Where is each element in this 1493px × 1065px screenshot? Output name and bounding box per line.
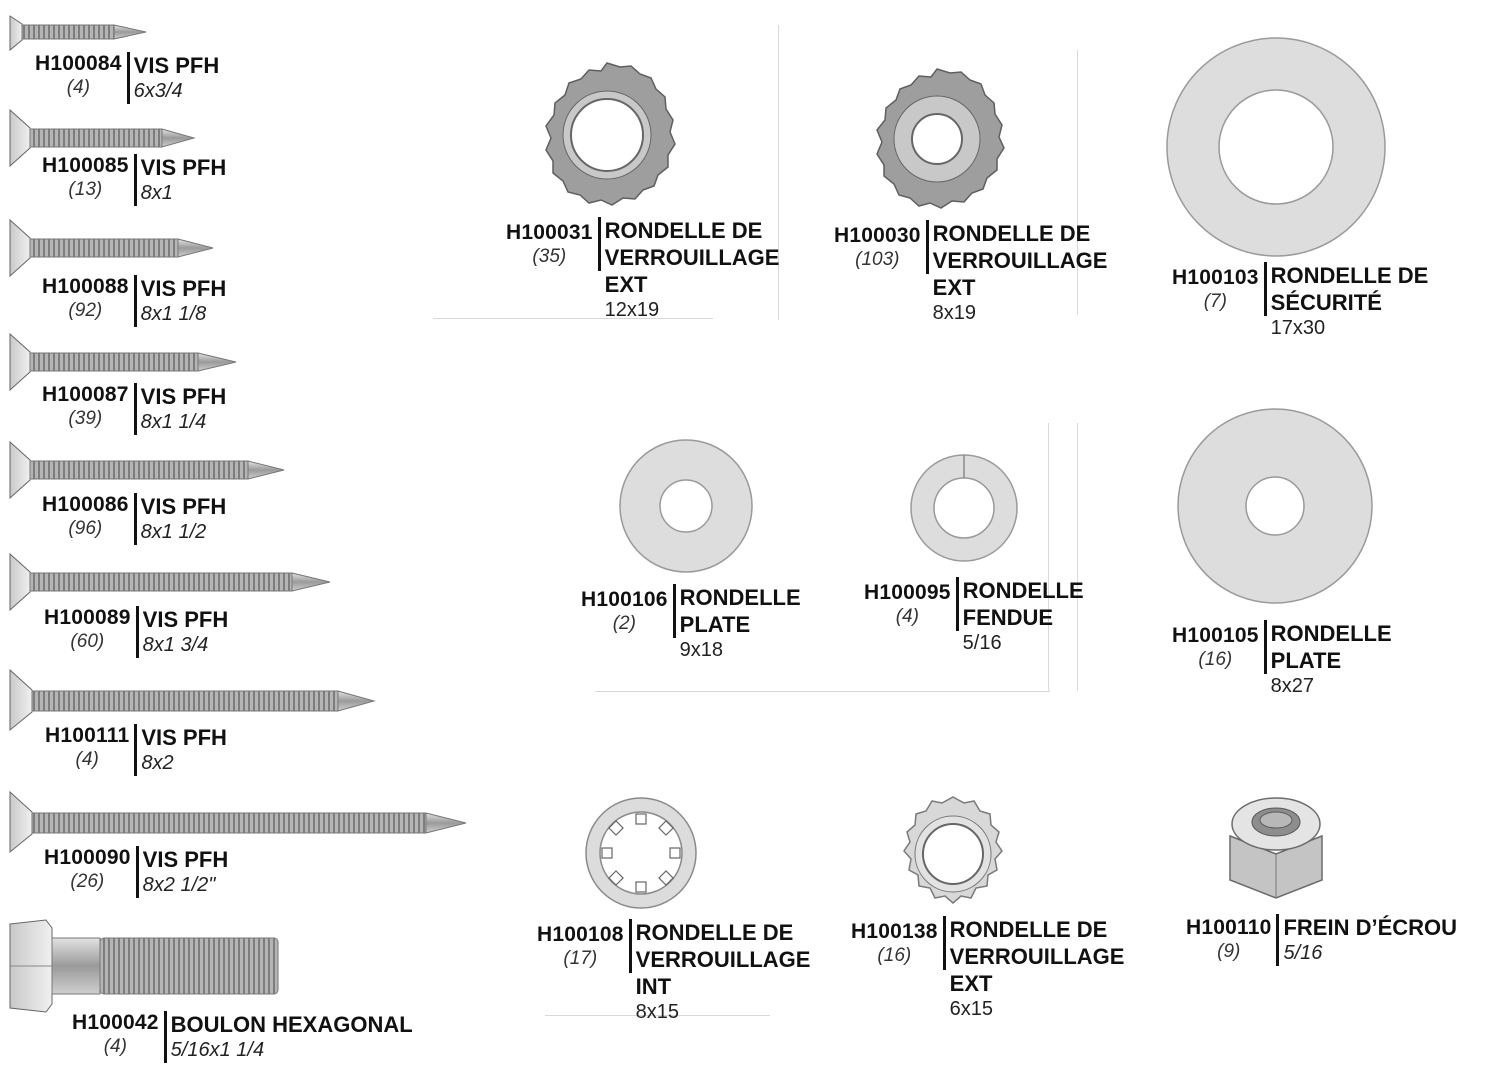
part-size: 8x2 xyxy=(141,752,174,774)
part-size: 8x19 xyxy=(932,302,977,324)
part-name-line: VERROUILLAGE xyxy=(949,944,1125,969)
part-label xyxy=(864,577,1084,656)
part-code: H100110 xyxy=(1186,916,1272,939)
part-label xyxy=(851,916,1124,1022)
part-name-line: VERROUILLAGE xyxy=(604,245,780,270)
flat-washer-image xyxy=(1176,407,1374,605)
part-size: 8x1 1/4 xyxy=(140,411,207,433)
part-name-line: VERROUILLAGE xyxy=(932,248,1108,273)
part-name: VIS PFH xyxy=(133,53,220,78)
part-code: H100095 xyxy=(864,581,951,604)
part-quantity: (16) xyxy=(1198,649,1233,670)
part-name-line: RONDELLE DE xyxy=(635,920,794,945)
part-size: 8x1 3/4 xyxy=(142,634,209,656)
part-label xyxy=(1172,620,1392,699)
part-name-line: INT xyxy=(635,974,672,999)
part-quantity: (13) xyxy=(68,179,103,200)
part-name-line: EXT xyxy=(932,275,976,300)
part-quantity: (35) xyxy=(532,246,567,267)
part-name-line: RONDELLE xyxy=(679,585,801,610)
part-label xyxy=(44,606,228,658)
part-name-line: PLATE xyxy=(1270,648,1342,673)
part-name: VIS PFH xyxy=(141,725,227,750)
part-size: 17x30 xyxy=(1270,317,1326,339)
part-quantity: (26) xyxy=(70,871,105,892)
part-quantity: (4) xyxy=(66,77,90,98)
part-label xyxy=(506,217,779,323)
part-size: 5/16 xyxy=(1283,942,1323,964)
part-code: H100106 xyxy=(581,588,668,611)
part-quantity: (2) xyxy=(612,613,636,634)
part-name-line: RONDELLE DE xyxy=(604,218,763,243)
part-quantity: (4) xyxy=(75,749,99,770)
internal-lock-washer-image xyxy=(584,796,698,910)
external-lock-washer-image xyxy=(866,68,1008,210)
screw-image xyxy=(8,552,334,614)
part-size: 6x3/4 xyxy=(133,80,183,102)
part-label xyxy=(42,275,226,327)
part-name: BOULON HEXAGONAL xyxy=(170,1012,413,1037)
part-code: H100031 xyxy=(506,221,593,244)
part-name-line: EXT xyxy=(949,971,993,996)
part-label xyxy=(45,724,227,776)
part-size: 8x2 1/2" xyxy=(142,874,216,896)
part-size: 8x27 xyxy=(1270,675,1315,697)
screw-image xyxy=(8,218,218,280)
hex-bolt-image xyxy=(8,918,284,1014)
part-quantity: (4) xyxy=(895,606,919,627)
part-name-line: FENDUE xyxy=(962,605,1054,630)
part-name-line: RONDELLE xyxy=(1270,621,1392,646)
part-quantity: (60) xyxy=(70,631,105,652)
external-lock-washer-image xyxy=(895,796,1011,912)
part-label xyxy=(1172,262,1428,341)
part-code: H100042 xyxy=(72,1011,159,1034)
part-code: H100108 xyxy=(537,923,624,946)
lock-nut-image xyxy=(1220,794,1332,902)
part-size: 8x1 xyxy=(140,182,173,204)
part-quantity: (103) xyxy=(855,249,900,270)
part-code: H100084 xyxy=(35,52,122,75)
part-label xyxy=(35,52,219,104)
part-code: H100030 xyxy=(834,224,921,247)
part-code: H100105 xyxy=(1172,624,1259,647)
part-size: 8x1 1/2 xyxy=(140,521,207,543)
part-name: VIS PFH xyxy=(142,847,229,872)
part-code: H100088 xyxy=(42,275,129,298)
part-size: 12x19 xyxy=(604,299,660,321)
part-code: H100086 xyxy=(42,493,129,516)
part-name-line: VERROUILLAGE xyxy=(635,947,811,972)
part-label xyxy=(42,493,226,545)
part-label xyxy=(581,584,801,663)
part-name-line: RONDELLE DE xyxy=(932,221,1091,246)
part-name-line: PLATE xyxy=(679,612,751,637)
part-label xyxy=(537,919,810,1025)
part-quantity: (9) xyxy=(1217,941,1241,962)
part-label xyxy=(834,220,1107,326)
part-quantity: (96) xyxy=(68,518,103,539)
part-size: 8x1 1/8 xyxy=(140,303,207,325)
part-size: 6x15 xyxy=(949,998,994,1020)
external-lock-washer-image xyxy=(534,62,680,208)
part-label xyxy=(1186,914,1457,966)
part-code: H100085 xyxy=(42,154,129,177)
part-name-line: SÉCURITÉ xyxy=(1270,290,1382,315)
part-size: 9x18 xyxy=(679,639,724,661)
part-name-line: RONDELLE DE xyxy=(949,917,1108,942)
part-size: 5/16 xyxy=(962,632,1002,654)
part-name: VIS PFH xyxy=(140,155,227,180)
part-name: VIS PFH xyxy=(142,607,229,632)
part-label xyxy=(44,846,228,898)
part-size: 8x15 xyxy=(635,1001,680,1023)
part-quantity: (92) xyxy=(68,300,103,321)
part-name: VIS PFH xyxy=(140,494,227,519)
part-quantity: (17) xyxy=(563,948,598,969)
safety-washer-image xyxy=(1165,36,1387,258)
part-name: FREIN D’ÉCROU xyxy=(1283,915,1458,940)
part-name-line: RONDELLE xyxy=(962,578,1084,603)
part-code: H100103 xyxy=(1172,266,1259,289)
part-code: H100111 xyxy=(45,724,130,747)
flat-washer-image xyxy=(618,438,754,574)
part-label xyxy=(42,154,226,206)
part-label xyxy=(72,1011,413,1063)
part-quantity: (7) xyxy=(1203,291,1227,312)
part-size: 5/16x1 1/4 xyxy=(170,1039,265,1061)
split-washer-image xyxy=(909,453,1019,563)
part-name: VIS PFH xyxy=(140,276,227,301)
part-quantity: (39) xyxy=(68,408,103,429)
part-code: H100087 xyxy=(42,383,129,406)
part-name: VIS PFH xyxy=(140,384,227,409)
part-label xyxy=(42,383,226,435)
screw-image xyxy=(8,12,158,54)
part-name-line: RONDELLE DE xyxy=(1270,263,1429,288)
part-name-line: EXT xyxy=(604,272,648,297)
part-quantity: (16) xyxy=(877,945,912,966)
part-code: H100138 xyxy=(851,920,938,943)
guide-line xyxy=(595,691,1050,692)
part-code: H100089 xyxy=(44,606,131,629)
part-code: H100090 xyxy=(44,846,131,869)
part-quantity: (4) xyxy=(103,1036,127,1057)
